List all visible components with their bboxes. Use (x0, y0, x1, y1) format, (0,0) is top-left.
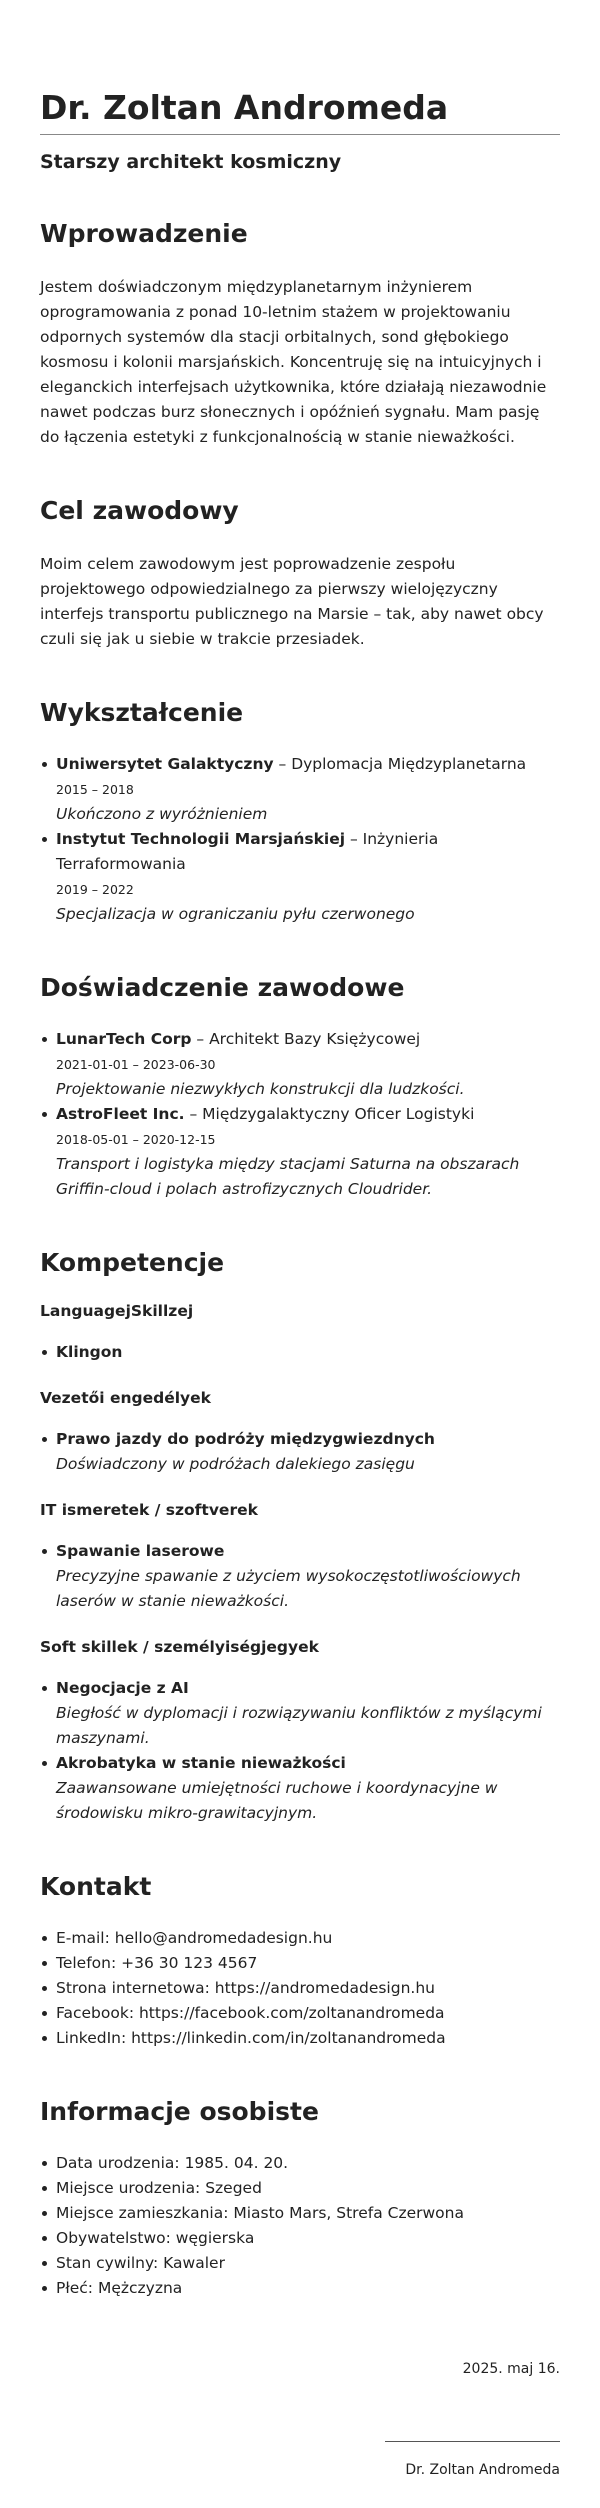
cv-job-title: Starszy architekt kosmiczny (40, 151, 342, 174)
personal-birthplace: Miejsce urodzenia: Szeged (56, 2176, 560, 2201)
skill-name: Akrobatyka w stanie nieważkości (56, 1754, 346, 1773)
contact-facebook: Facebook: https://facebook.com/zoltanandromeda (56, 2001, 560, 2026)
experience-note: Projektowanie niezwykłych konstrukcji dla ludzkości. (56, 1080, 465, 1099)
skills-heading: Kompetencje (40, 1248, 225, 1278)
personal-marital-status: Stan cywilny: Kawaler (56, 2251, 560, 2276)
education-list (40, 752, 560, 927)
skill-item (56, 1340, 560, 1365)
skill-item (56, 1539, 560, 1614)
intro-text: Jestem doświadczonym międzyplanetarnym inżynierem oprogramowania z ponad 10-letnim stażem w projektowaniu odpornych systemów dla stacji orbitalnych, sond głębokiego kosmosu i kolonii marsjańskich. Koncentruję się na intuicyjnych i eleganckich interfejsach użytkownika, które działają niezawodnie nawet podczas burz słonecznych i opóźnień sygnału. Mam pasję do łączenia estetyki z funkcjonalnością w stanie nieważkości. (40, 278, 547, 447)
education-degree: – Dyplomacja Międzyplanetarna (273, 755, 527, 774)
contact-phone: Telefon: +36 30 123 4567 (56, 1951, 560, 1976)
personal-citizenship: Obywatelstwo: węgierska (56, 2226, 560, 2251)
contact-website: Strona internetowa: https://andromedadesign.hu (56, 1976, 560, 2001)
skill-item (56, 1751, 560, 1826)
personal-birthdate: Data urodzenia: 1985. 04. 20. (56, 2151, 560, 2176)
skill-note: Doświadczony w podróżach dalekiego zasięgu (56, 1455, 415, 1474)
experience-item (56, 1102, 560, 1202)
personal-heading: Informacje osobiste (40, 2097, 319, 2127)
contact-email: E-mail: hello@andromedadesign.hu (56, 1926, 560, 1951)
skill-list (40, 1539, 560, 1614)
education-note: Ukończono z wyróżnieniem (56, 805, 268, 824)
education-school: Instytut Technologii Marsjańskiej (56, 830, 346, 849)
contact-section (40, 1872, 560, 2051)
education-heading: Wykształcenie (40, 698, 244, 728)
experience-company: AstroFleet Inc. (56, 1105, 185, 1124)
intro-heading: Wprowadzenie (40, 219, 248, 249)
contact-linkedin: LinkedIn: https://linkedin.com/in/zoltanandromeda (56, 2026, 560, 2051)
skill-list (40, 1676, 560, 1826)
education-dates: 2019 – 2022 (56, 882, 134, 898)
skill-list (40, 1340, 560, 1365)
contact-heading: Kontakt (40, 1872, 152, 1902)
experience-section (40, 973, 560, 1202)
intro-section (40, 219, 560, 450)
skill-name: Klingon (56, 1343, 123, 1362)
personal-list (40, 2151, 560, 2301)
goal-section (40, 496, 560, 652)
education-degree: – Inżynieria Terraformowania (56, 830, 439, 874)
experience-heading: Doświadczenie zawodowe (40, 973, 405, 1003)
skill-item (56, 1427, 560, 1477)
education-dates: 2015 – 2018 (56, 782, 134, 798)
experience-list (40, 1027, 560, 1202)
cv-name: Dr. Zoltan Andromeda (40, 90, 560, 135)
skill-group-title: Vezetői engedélyek (40, 1389, 211, 1408)
experience-note: Transport i logistyka między stacjami Saturna na obszarach Griffin-cloud i polach astrofizycznych Cloudrider. (56, 1155, 520, 1199)
personal-section (40, 2097, 560, 2301)
education-school: Uniwersytet Galaktyczny (56, 755, 274, 774)
skill-group-title: Soft skillek / személyiségjegyek (40, 1638, 319, 1657)
skill-group-title: LanguagejSkillzej (40, 1302, 194, 1321)
skill-note: Precyzyjne spawanie z użyciem wysokoczęstotliwościowych laserów w stanie nieważkości. (56, 1567, 521, 1611)
skill-list (40, 1427, 560, 1477)
contact-list (40, 1926, 560, 2051)
experience-item (56, 1027, 560, 1102)
skill-name: Spawanie laserowe (56, 1542, 225, 1561)
personal-residence: Miejsce zamieszkania: Miasto Mars, Strefa Czerwona (56, 2201, 560, 2226)
footer-date: 2025. maj 16. (462, 2361, 560, 2378)
education-note: Specjalizacja w ograniczaniu pyłu czerwonego (56, 905, 415, 924)
skill-note: Zaawansowane umiejętności ruchowe i koordynacyjne w środowisku mikro-grawitacyjnym. (56, 1779, 498, 1823)
skill-name: Negocjacje z AI (56, 1679, 189, 1698)
skill-item (56, 1676, 560, 1751)
skill-group-title: IT ismeretek / szoftverek (40, 1501, 258, 1520)
goal-text: Moim celem zawodowym jest poprowadzenie zespołu projektowego odpowiedzialnego za pierwszy wielojęzyczny interfejs transportu publicznego na Marsie – tak, aby nawet obcy czuli się jak u siebie w trakcie przesiadek. (40, 555, 544, 649)
experience-dates: 2021-01-01 – 2023-06-30 (56, 1057, 216, 1073)
education-item (56, 752, 560, 827)
skill-note: Biegłość w dyplomacji i rozwiązywaniu konfliktów z myślącymi maszynami. (56, 1704, 542, 1748)
signature-line (385, 2441, 560, 2442)
skills-section (40, 1248, 560, 1826)
education-section (40, 698, 560, 927)
skill-name: Prawo jazdy do podróży międzygwiezdnych (56, 1430, 435, 1449)
signature-name: Dr. Zoltan Andromeda (405, 2462, 560, 2479)
experience-role: – Architekt Bazy Księżycowej (191, 1030, 421, 1049)
education-item (56, 827, 560, 927)
personal-gender: Płeć: Mężczyzna (56, 2276, 560, 2301)
goal-heading: Cel zawodowy (40, 496, 239, 526)
experience-role: – Międzygalaktyczny Oficer Logistyki (184, 1105, 475, 1124)
experience-company: LunarTech Corp (56, 1030, 192, 1049)
experience-dates: 2018-05-01 – 2020-12-15 (56, 1132, 216, 1148)
